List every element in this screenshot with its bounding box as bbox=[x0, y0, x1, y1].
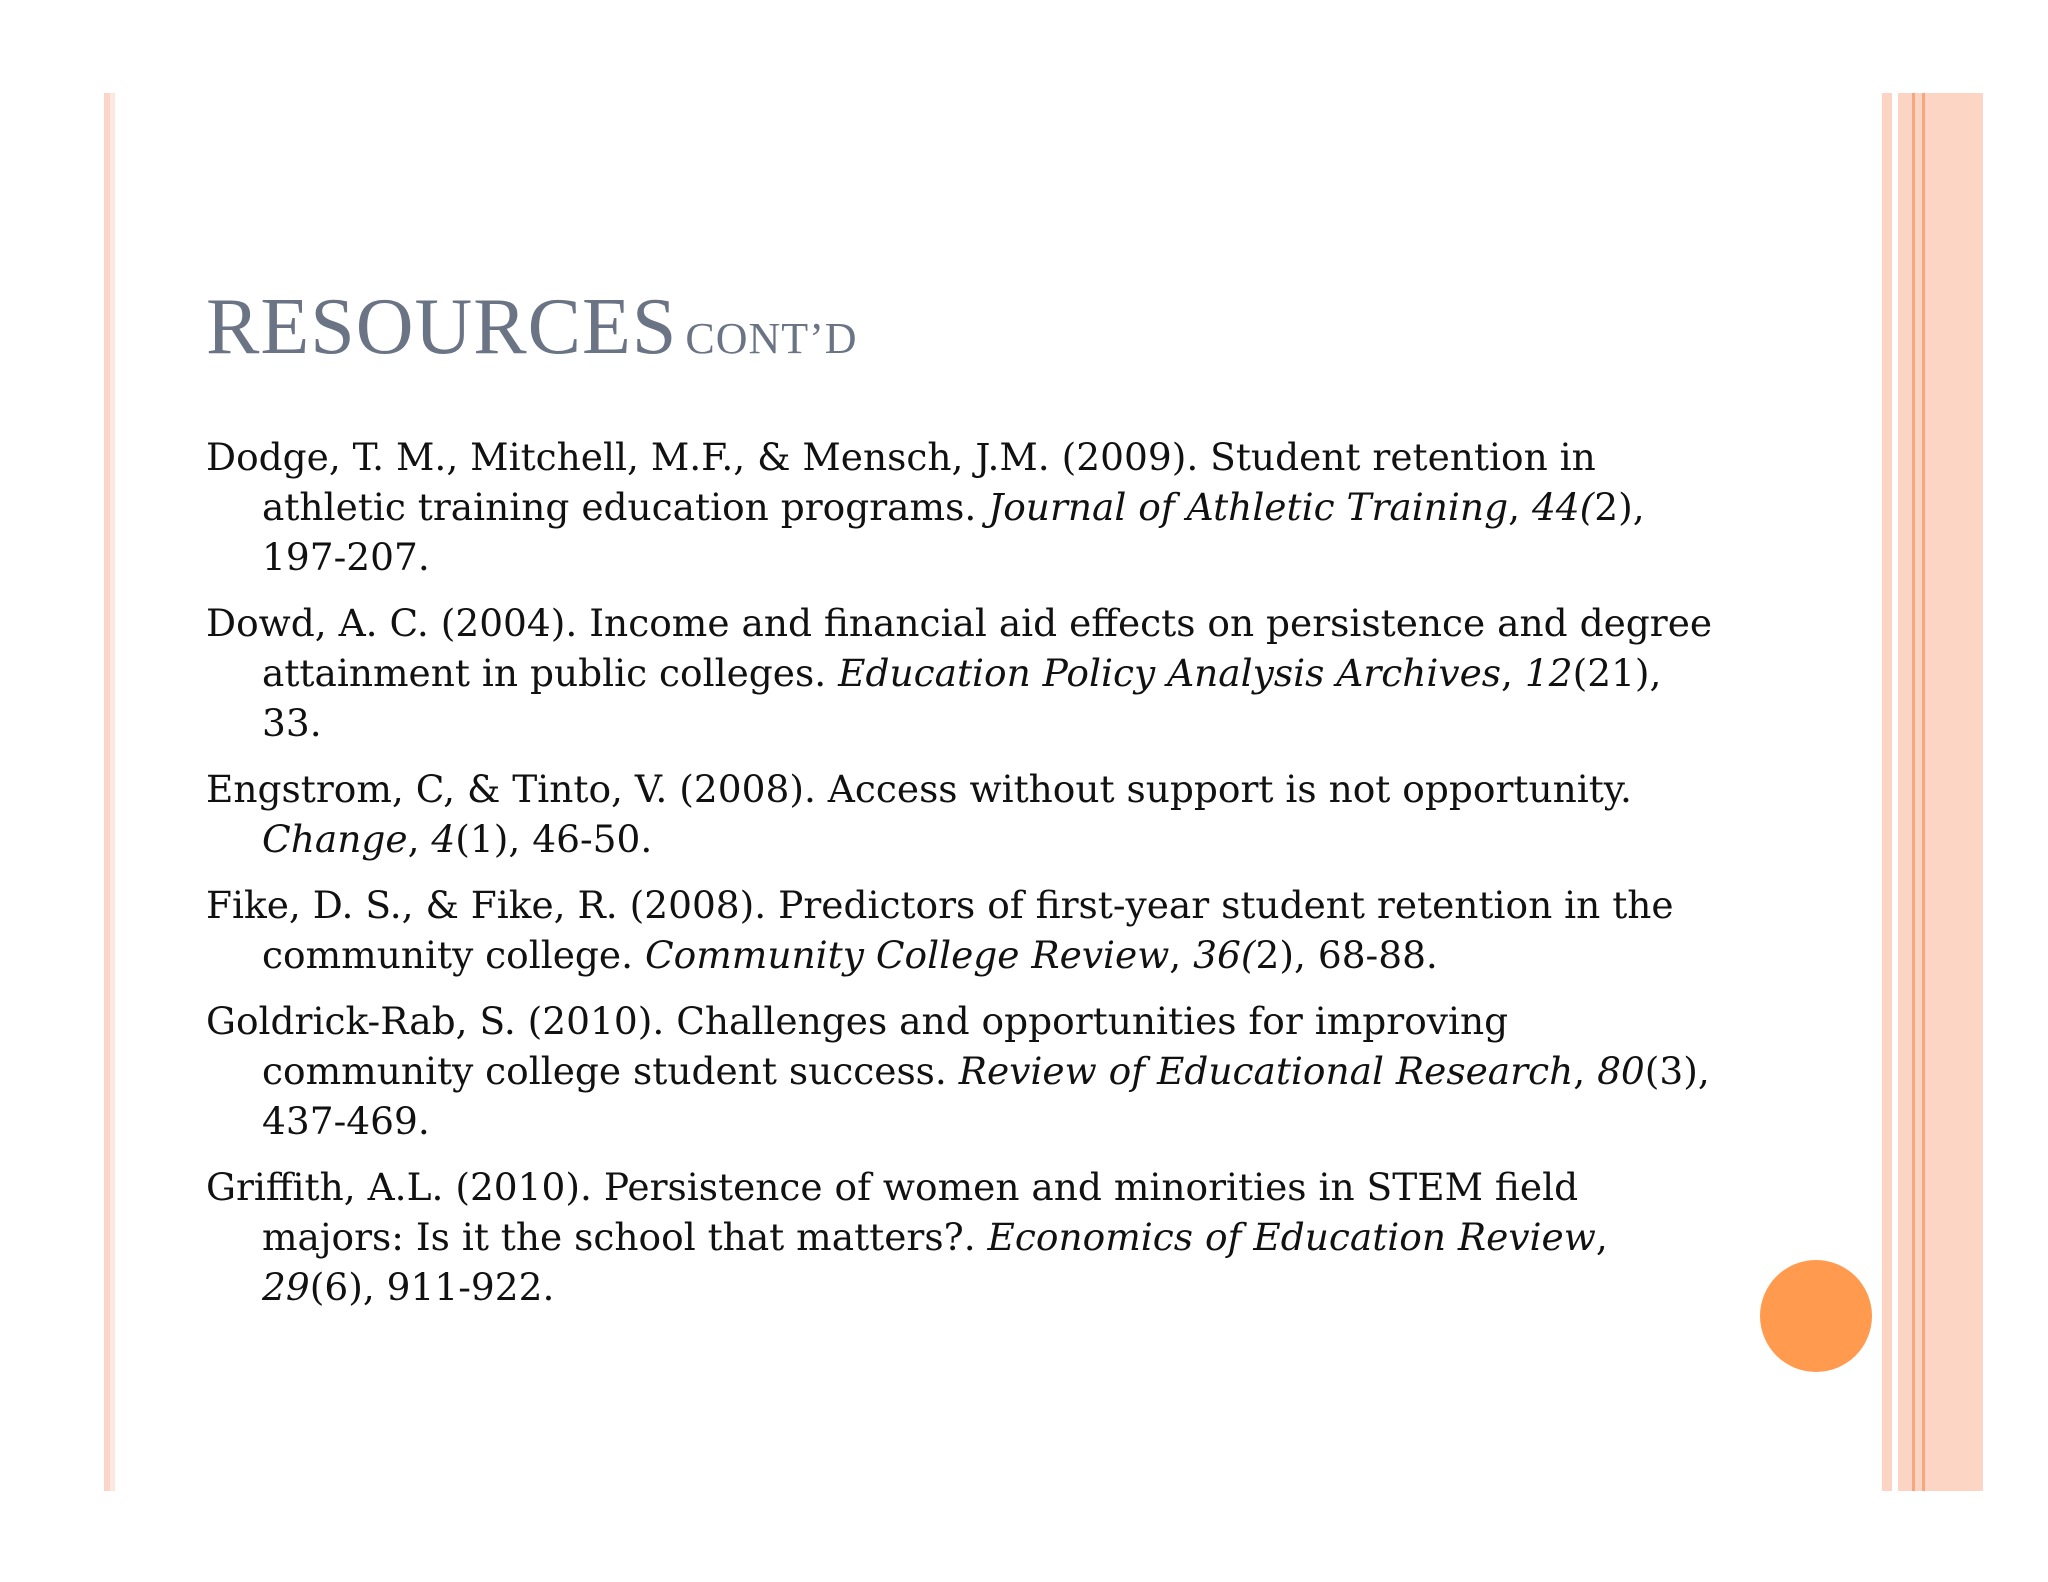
reference-separator: , bbox=[1595, 1215, 1608, 1259]
reference-volume: 80 bbox=[1597, 1049, 1645, 1093]
slide-title-sub: CONT’D bbox=[685, 314, 858, 363]
reference-volume: 29 bbox=[262, 1265, 310, 1309]
reference-pages: (6), 911-922. bbox=[309, 1265, 555, 1309]
reference-journal: Review of Educational Research bbox=[958, 1049, 1574, 1093]
reference-text: Griffith, A.L. (2010). Persistence of women and minorities in STEM field majors: Is it the school that matters?. bbox=[206, 1165, 1579, 1259]
reference-text: Dodge, T. M., Mitchell, M.F., & Mensch, J.M. (2009). Student retention in athletic training education programs. bbox=[206, 435, 1596, 529]
reference-volume: 36( bbox=[1193, 933, 1256, 977]
reference-item bbox=[206, 1162, 1726, 1312]
reference-item bbox=[206, 764, 1726, 864]
reference-journal: Community College Review bbox=[644, 933, 1170, 977]
reference-separator: , bbox=[407, 817, 432, 861]
right-border-band bbox=[1925, 93, 1983, 1491]
reference-text: Fike, D. S., & Fike, R. (2008). Predictors of first-year student retention in the community college. bbox=[206, 883, 1674, 977]
reference-separator: , bbox=[1573, 1049, 1598, 1093]
reference-volume: 12 bbox=[1524, 651, 1573, 695]
reference-text: Goldrick-Rab, S. (2010). Challenges and opportunities for improving community college student success. bbox=[206, 999, 1509, 1093]
reference-journal: Economics of Education Review bbox=[987, 1215, 1596, 1259]
slide-title-main: RESOURCES bbox=[206, 283, 678, 371]
reference-separator: , bbox=[1169, 933, 1194, 977]
reference-list bbox=[206, 432, 1726, 1328]
left-border-stripe-light bbox=[110, 93, 115, 1491]
reference-pages: 2), 197-207. bbox=[262, 485, 1645, 579]
reference-item bbox=[206, 996, 1726, 1146]
reference-item bbox=[206, 880, 1726, 980]
reference-volume: 44( bbox=[1531, 485, 1595, 529]
reference-text: Dowd, A. C. (2004). Income and financial aid effects on persistence and degree attainment in public colleges. bbox=[206, 601, 1713, 695]
reference-separator: , bbox=[1508, 485, 1532, 529]
reference-text: Engstrom, C, & Tinto, V. (2008). Access without support is not opportunity. bbox=[206, 767, 1632, 811]
reference-pages: (1), 46-50. bbox=[455, 817, 653, 861]
reference-pages: 2), 68-88. bbox=[1255, 933, 1438, 977]
slide-title bbox=[206, 282, 858, 373]
right-border-stripe-1 bbox=[1882, 93, 1892, 1491]
right-border-stripe-3 bbox=[1915, 93, 1922, 1491]
reference-journal: Change bbox=[262, 817, 408, 861]
reference-journal: Journal of Athletic Training bbox=[988, 485, 1509, 529]
right-border-stripe-2 bbox=[1898, 93, 1912, 1491]
reference-item bbox=[206, 598, 1726, 748]
reference-pages: (3), 437-469. bbox=[262, 1049, 1710, 1143]
accent-circle bbox=[1760, 1260, 1872, 1372]
reference-pages: (21), 33. bbox=[262, 651, 1662, 745]
reference-volume: 4 bbox=[431, 817, 456, 861]
reference-item bbox=[206, 432, 1726, 582]
reference-journal: Education Policy Analysis Archives bbox=[838, 651, 1502, 695]
reference-separator: , bbox=[1501, 651, 1525, 695]
